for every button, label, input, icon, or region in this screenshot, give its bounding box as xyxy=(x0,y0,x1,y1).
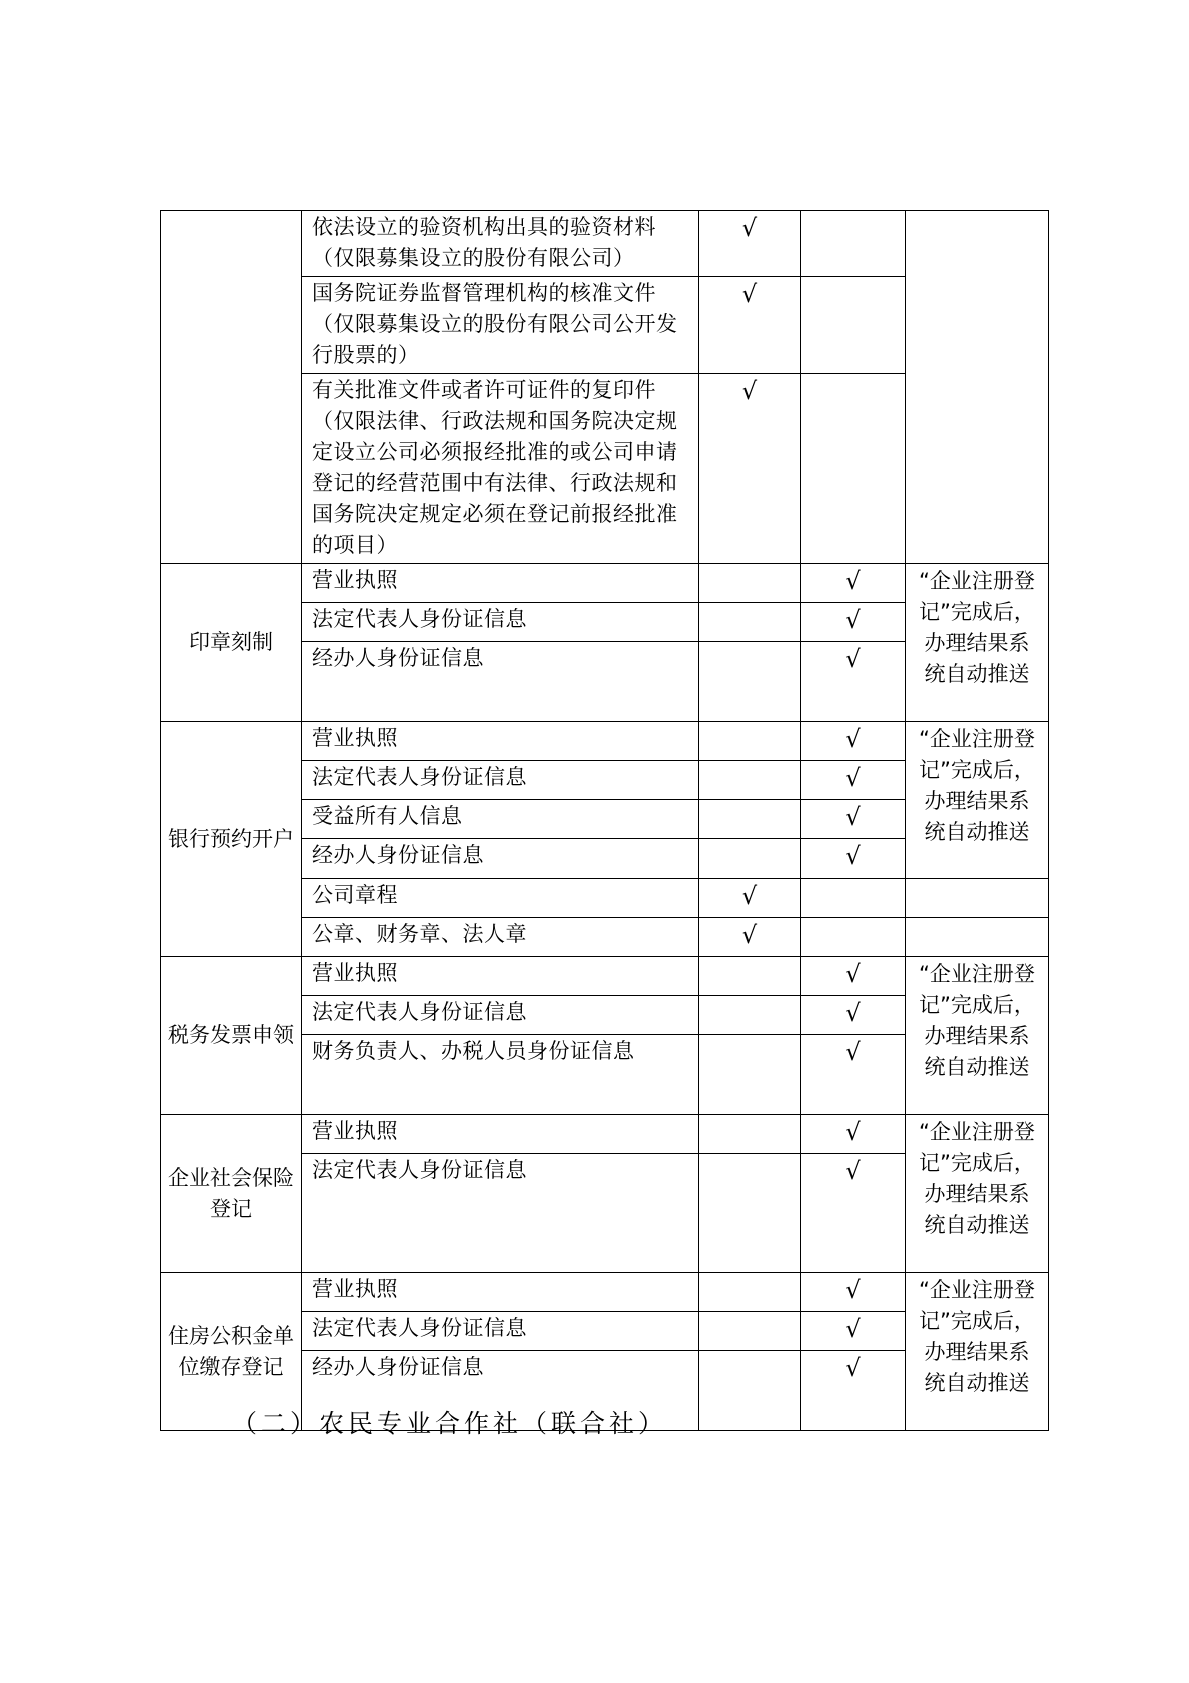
required-check-cell xyxy=(699,277,801,374)
check-mark: √ xyxy=(845,725,861,753)
check-mark: √ xyxy=(845,842,861,870)
note-cell: “企业注册登 记”完成后， 办理结果系 统自动推送 xyxy=(906,1273,1049,1431)
material-cell: 营业执照 xyxy=(302,564,699,603)
material-cell: 营业执照 xyxy=(302,722,699,761)
required-check-cell xyxy=(699,1154,801,1273)
table-row xyxy=(161,722,1049,761)
required-check-cell xyxy=(699,1035,801,1115)
shared-check-cell xyxy=(801,1351,906,1431)
required-check-cell xyxy=(699,957,801,996)
check-mark: √ xyxy=(741,882,758,910)
required-check-cell xyxy=(699,800,801,839)
category-cell: 印章刻制 xyxy=(161,564,302,722)
required-check-cell xyxy=(699,642,801,722)
category-cell: 税务发票申领 xyxy=(161,957,302,1115)
required-check-cell xyxy=(699,1273,801,1312)
shared-check-cell xyxy=(801,642,906,722)
table-row xyxy=(161,211,1049,277)
required-check-cell xyxy=(699,879,801,918)
required-check-cell xyxy=(699,374,801,564)
shared-check-cell xyxy=(801,879,906,918)
category-cell: 银行预约开户 xyxy=(161,722,302,957)
required-check-cell xyxy=(699,564,801,603)
shared-check-cell xyxy=(801,1312,906,1351)
required-check-cell xyxy=(699,722,801,761)
category-cell: 住房公积金单位缴存登记 xyxy=(161,1273,302,1431)
note-cell: “企业注册登 记”完成后， 办理结果系 统自动推送 xyxy=(906,722,1049,879)
check-mark: √ xyxy=(845,803,861,831)
note-cell: “企业注册登 记”完成后， 办理结果系 统自动推送 xyxy=(906,1115,1049,1273)
category-cell: 企业社会保险登记 xyxy=(161,1115,302,1273)
shared-check-cell xyxy=(801,918,906,957)
material-cell: 法定代表人身份证信息 xyxy=(302,761,699,800)
check-mark: √ xyxy=(845,1354,861,1382)
material-cell: 法定代表人身份证信息 xyxy=(302,603,699,642)
check-mark: √ xyxy=(845,764,861,792)
section-heading: （二）农民专业合作社（联合社） xyxy=(232,1409,668,1438)
check-mark: √ xyxy=(845,960,861,988)
shared-check-cell xyxy=(801,1273,906,1312)
required-check-cell xyxy=(699,211,801,277)
required-check-cell xyxy=(699,1115,801,1154)
materials-table-body xyxy=(161,211,1049,1431)
shared-check-cell xyxy=(801,603,906,642)
shared-check-cell xyxy=(801,564,906,603)
material-cell: 受益所有人信息 xyxy=(302,800,699,839)
material-cell: 营业执照 xyxy=(302,1273,699,1312)
table-row xyxy=(161,1273,1049,1312)
check-mark: √ xyxy=(845,1276,861,1304)
table-row xyxy=(161,1115,1049,1154)
material-cell: 财务负责人、办税人员身份证信息 xyxy=(302,1035,699,1115)
shared-check-cell xyxy=(801,277,906,374)
shared-check-cell xyxy=(801,1035,906,1115)
note-cell: “企业注册登 记”完成后， 办理结果系 统自动推送 xyxy=(906,564,1049,722)
shared-check-cell xyxy=(801,996,906,1035)
required-check-cell xyxy=(699,761,801,800)
check-mark: √ xyxy=(845,1118,861,1146)
check-mark: √ xyxy=(845,1038,861,1066)
material-cell: 营业执照 xyxy=(302,957,699,996)
check-mark: √ xyxy=(845,645,861,673)
shared-check-cell xyxy=(801,761,906,800)
shared-check-cell xyxy=(801,839,906,879)
materials-table xyxy=(160,210,1049,1431)
check-mark: √ xyxy=(845,567,861,595)
check-mark: √ xyxy=(741,280,758,308)
required-check-cell xyxy=(699,1312,801,1351)
shared-check-cell xyxy=(801,1154,906,1273)
check-mark: √ xyxy=(741,921,758,949)
check-mark: √ xyxy=(845,999,861,1027)
shared-check-cell xyxy=(801,374,906,564)
material-cell: 公司章程 xyxy=(302,879,699,918)
table-row xyxy=(161,564,1049,603)
material-cell: 经办人身份证信息 xyxy=(302,1351,699,1431)
material-cell: 有关批准文件或者许可证件的复印件（仅限法律、行政法规和国务院决定规定设立公司必须报经批准的或公司申请登记的经营范围中有法律、行政法规和国务院决定规定必须在登记前报经批准的项目） xyxy=(302,374,699,564)
material-cell: 国务院证券监督管理机构的核准文件（仅限募集设立的股份有限公司公开发行股票的） xyxy=(302,277,699,374)
material-cell: 依法设立的验资机构出具的验资材料（仅限募集设立的股份有限公司） xyxy=(302,211,699,277)
check-mark: √ xyxy=(845,1315,861,1343)
category-cell xyxy=(161,211,302,564)
material-cell: 法定代表人身份证信息 xyxy=(302,996,699,1035)
note-cell xyxy=(906,918,1049,957)
required-check-cell xyxy=(699,1351,801,1431)
required-check-cell xyxy=(699,918,801,957)
shared-check-cell xyxy=(801,722,906,761)
note-cell: “企业注册登 记”完成后， 办理结果系 统自动推送 xyxy=(906,957,1049,1115)
shared-check-cell xyxy=(801,211,906,277)
required-check-cell xyxy=(699,603,801,642)
note-cell xyxy=(906,879,1049,918)
material-cell: 经办人身份证信息 xyxy=(302,839,699,879)
check-mark: √ xyxy=(741,214,758,242)
material-cell: 法定代表人身份证信息 xyxy=(302,1312,699,1351)
shared-check-cell xyxy=(801,1115,906,1154)
check-mark: √ xyxy=(845,606,861,634)
check-mark: √ xyxy=(741,377,758,405)
required-check-cell xyxy=(699,839,801,879)
shared-check-cell xyxy=(801,800,906,839)
material-cell: 法定代表人身份证信息 xyxy=(302,1154,699,1273)
table-row xyxy=(161,957,1049,996)
material-cell: 经办人身份证信息 xyxy=(302,642,699,722)
material-cell: 公章、财务章、法人章 xyxy=(302,918,699,957)
material-cell: 营业执照 xyxy=(302,1115,699,1154)
required-check-cell xyxy=(699,996,801,1035)
shared-check-cell xyxy=(801,957,906,996)
note-cell xyxy=(906,211,1049,564)
check-mark: √ xyxy=(845,1157,861,1185)
